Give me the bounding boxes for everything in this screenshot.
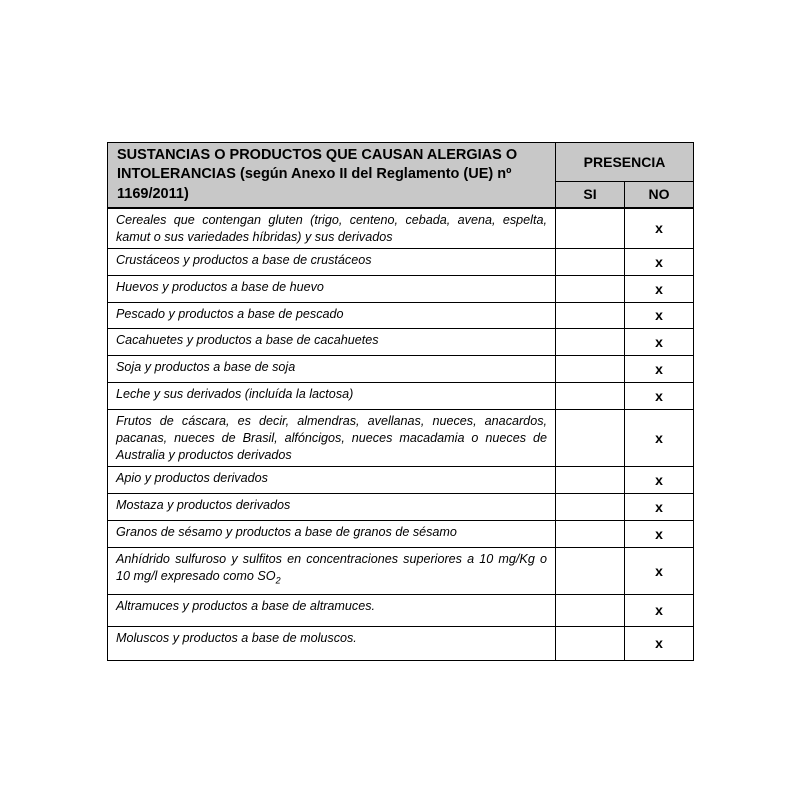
presence-no-mark: x xyxy=(625,547,694,594)
table-row xyxy=(108,520,694,547)
presence-si-cell xyxy=(556,626,625,660)
allergen-item-label: Frutos de cáscara, es decir, almendras, avellanas, nueces, anacardos, pacanas, nueces de Brasil, alfóncigos, nueces macadamia o nueces de Australia y productos derivados xyxy=(116,413,547,462)
presence-si-cell xyxy=(556,355,625,382)
allergen-item-label: Anhídrido sulfuroso y sulfitos en concentraciones superiores a 10 mg/Kg o 10 mg/l expresado como SO xyxy=(116,551,547,583)
presence-si-cell xyxy=(556,520,625,547)
allergen-item-label: Leche y sus derivados (incluída la lactosa) xyxy=(116,386,354,401)
allergen-table xyxy=(107,142,694,661)
allergen-item-label: Apio y productos derivados xyxy=(116,470,268,485)
presence-si-cell xyxy=(556,409,625,466)
allergen-item-cell xyxy=(108,626,556,660)
table-row xyxy=(108,248,694,275)
presence-no-mark: x xyxy=(625,248,694,275)
substances-header: SUSTANCIAS O PRODUCTOS QUE CAUSAN ALERGIAS O INTOLERANCIAS (según Anexo II del Reglamento (UE) nº 1169/2011) xyxy=(108,143,556,208)
table-row xyxy=(108,328,694,355)
allergen-item-label: Soja y productos a base de soja xyxy=(116,359,296,374)
allergen-rows xyxy=(108,208,694,661)
table-row xyxy=(108,382,694,409)
table-row xyxy=(108,409,694,466)
presence-no-mark: x xyxy=(625,382,694,409)
table-row xyxy=(108,302,694,328)
presence-no-mark: x xyxy=(625,626,694,660)
allergen-item-label: Moluscos y productos a base de moluscos. xyxy=(116,630,357,645)
presence-no-mark: x xyxy=(625,302,694,328)
presence-no-mark: x xyxy=(625,520,694,547)
presence-header: PRESENCIA xyxy=(556,143,694,182)
allergen-item-label: Crustáceos y productos a base de crustáceos xyxy=(116,252,372,267)
presence-no-mark: x xyxy=(625,328,694,355)
table-row xyxy=(108,493,694,520)
presence-si-cell xyxy=(556,493,625,520)
allergen-item-cell xyxy=(108,493,556,520)
presence-no-mark: x xyxy=(625,355,694,382)
presence-si-cell xyxy=(556,248,625,275)
allergen-item-cell xyxy=(108,382,556,409)
no-header: NO xyxy=(625,182,694,208)
allergen-item-cell xyxy=(108,328,556,355)
presence-si-cell xyxy=(556,275,625,302)
table-row xyxy=(108,547,694,594)
presence-no-mark: x xyxy=(625,493,694,520)
si-header: SI xyxy=(556,182,625,208)
presence-si-cell xyxy=(556,466,625,493)
allergen-item-label: Granos de sésamo y productos a base de granos de sésamo xyxy=(116,524,457,539)
table-row xyxy=(108,466,694,493)
allergen-item-label: Pescado y productos a base de pescado xyxy=(116,306,344,321)
presence-si-cell xyxy=(556,328,625,355)
allergen-item-label: Huevos y productos a base de huevo xyxy=(116,279,324,294)
allergen-item-cell xyxy=(108,302,556,328)
allergen-item-subscript: 2 xyxy=(275,575,281,586)
allergen-item-label: Mostaza y productos derivados xyxy=(116,497,291,512)
presence-si-cell xyxy=(556,594,625,626)
allergen-item-cell xyxy=(108,409,556,466)
table-row xyxy=(108,275,694,302)
presence-si-cell xyxy=(556,208,625,249)
presence-no-mark: x xyxy=(625,466,694,493)
table-row xyxy=(108,208,694,249)
table-row xyxy=(108,594,694,626)
allergen-item-cell xyxy=(108,466,556,493)
table-row xyxy=(108,355,694,382)
allergen-item-cell xyxy=(108,547,556,594)
allergen-item-label: Cacahuetes y productos a base de cacahuetes xyxy=(116,332,379,347)
header-row xyxy=(108,143,694,182)
allergen-item-cell xyxy=(108,275,556,302)
allergen-item-cell xyxy=(108,208,556,249)
presence-no-mark: x xyxy=(625,208,694,249)
presence-si-cell xyxy=(556,547,625,594)
allergen-item-cell xyxy=(108,248,556,275)
presence-no-mark: x xyxy=(625,594,694,626)
presence-no-mark: x xyxy=(625,409,694,466)
presence-si-cell xyxy=(556,382,625,409)
table-row xyxy=(108,626,694,660)
allergen-item-label: Altramuces y productos a base de altramuces. xyxy=(116,598,375,613)
allergen-item-cell xyxy=(108,594,556,626)
presence-si-cell xyxy=(556,302,625,328)
allergen-item-cell xyxy=(108,520,556,547)
allergen-item-label: Cereales que contengan gluten (trigo, centeno, cebada, avena, espelta, kamut o sus variedades híbridas) y sus derivados xyxy=(116,212,547,244)
allergen-item-cell xyxy=(108,355,556,382)
presence-no-mark: x xyxy=(625,275,694,302)
